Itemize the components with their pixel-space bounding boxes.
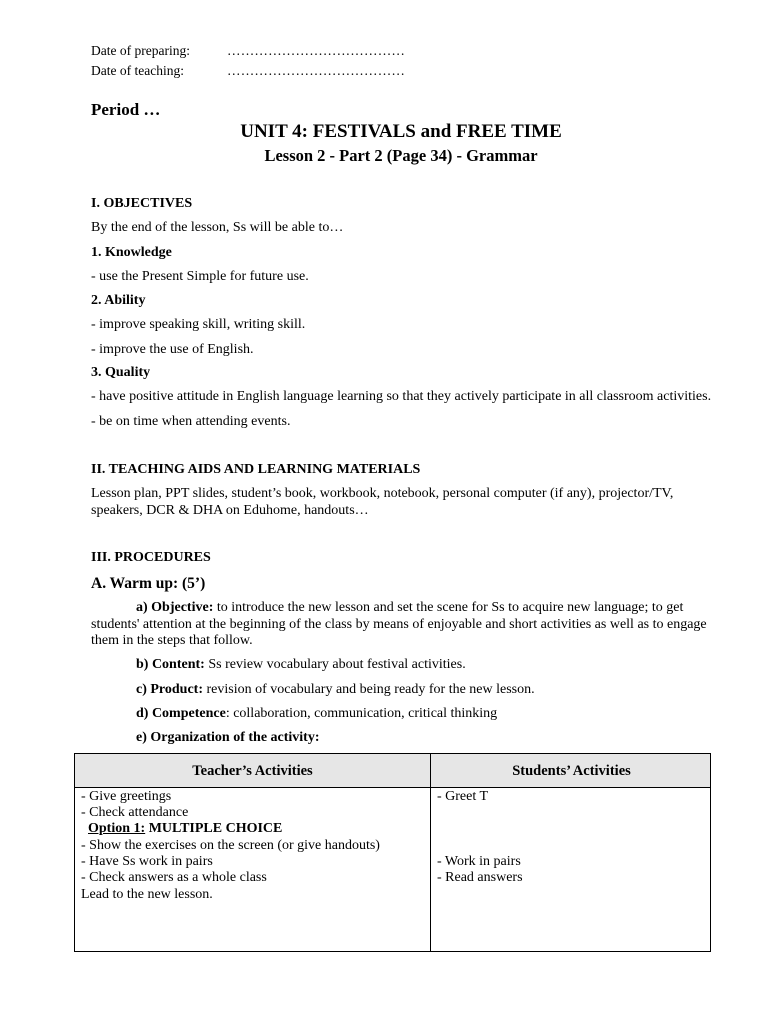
procedures-heading: III. PROCEDURES <box>91 550 211 565</box>
unit-title: UNIT 4: FESTIVALS and FREE TIME <box>240 121 562 142</box>
teacher-activity-item: - Give greetings <box>81 789 172 804</box>
option-label: Option 1: <box>88 821 146 836</box>
competence-line <box>136 706 497 722</box>
date-teaching-label: Date of teaching: <box>91 63 184 78</box>
teacher-activity-item: - Check attendance <box>81 805 189 820</box>
content-line <box>136 657 466 673</box>
knowledge-heading: 1. Knowledge <box>91 245 172 260</box>
students-activities-header: Students’ Activities <box>512 763 631 779</box>
objectives-intro: By the end of the lesson, Ss will be able to… <box>91 220 344 235</box>
lead-line <box>81 887 213 903</box>
date-preparing-value: ………………………………… <box>227 43 406 58</box>
product-label: c) Product: <box>136 682 203 697</box>
student-activity-item: - Work in pairs <box>437 854 521 869</box>
objective-line2: students' attention at the beginning of the class by means of enjoyable and short activities as well as to engage <box>91 617 707 632</box>
teacher-activities-header: Teacher’s Activities <box>192 763 313 779</box>
quality-item: - be on time when attending events. <box>91 414 291 429</box>
lesson-title: Lesson 2 - Part 2 (Page 34) - Grammar <box>264 146 538 165</box>
ability-heading: 2. Ability <box>91 293 146 308</box>
activities-table <box>74 753 711 952</box>
ability-item: - improve the use of English. <box>91 342 254 357</box>
competence-label: d) Competence <box>136 706 226 721</box>
aids-heading: II. TEACHING AIDS AND LEARNING MATERIALS <box>91 462 421 477</box>
knowledge-item: - use the Present Simple for future use. <box>91 269 309 284</box>
objectives-heading: I. OBJECTIVES <box>91 196 193 211</box>
date-teaching-value: ………………………………… <box>227 63 406 78</box>
lead-text: Lead to the new lesson. <box>81 887 213 902</box>
quality-item: - have positive attitude in English language learning so that they actively participate in all classroom activities. <box>91 389 712 404</box>
ability-item: - improve speaking skill, writing skill. <box>91 317 306 332</box>
option-line <box>81 821 282 837</box>
aids-text-line2: speakers, DCR & DHA on Eduhome, handouts… <box>91 503 369 518</box>
date-preparing-label: Date of preparing: <box>91 43 190 58</box>
warmup-heading: A. Warm up: (5’) <box>91 575 206 592</box>
competence-text: : collaboration, communication, critical thinking <box>225 706 498 721</box>
objective-line3: them in the steps that follow. <box>91 633 253 648</box>
objective-label: a) Objective: <box>136 600 214 615</box>
quality-heading: 3. Quality <box>91 365 151 380</box>
teacher-activity-item: - Check answers as a whole class <box>81 870 267 885</box>
objective-line1 <box>136 600 683 616</box>
content-text: Ss review vocabulary about festival activities. <box>204 657 466 672</box>
objective-text: to introduce the new lesson and set the scene for Ss to acquire new language; to get <box>213 600 684 615</box>
option-text: MULTIPLE CHOICE <box>145 821 283 836</box>
product-text: revision of vocabulary and being ready for the new lesson. <box>203 682 535 697</box>
content-label: b) Content: <box>136 657 205 672</box>
product-line <box>136 682 535 698</box>
organization-label: e) Organization of the activity: <box>136 730 320 745</box>
student-activity-item: - Greet T <box>437 789 489 804</box>
aids-text-line1: Lesson plan, PPT slides, student’s book, workbook, notebook, personal computer (if any), projector/TV, <box>91 486 674 501</box>
student-activity-item: - Read answers <box>437 870 523 885</box>
teacher-activity-item: - Have Ss work in pairs <box>81 854 213 869</box>
teacher-activity-item: - Show the exercises on the screen (or give handouts) <box>81 838 380 853</box>
period-label: Period … <box>91 100 161 119</box>
